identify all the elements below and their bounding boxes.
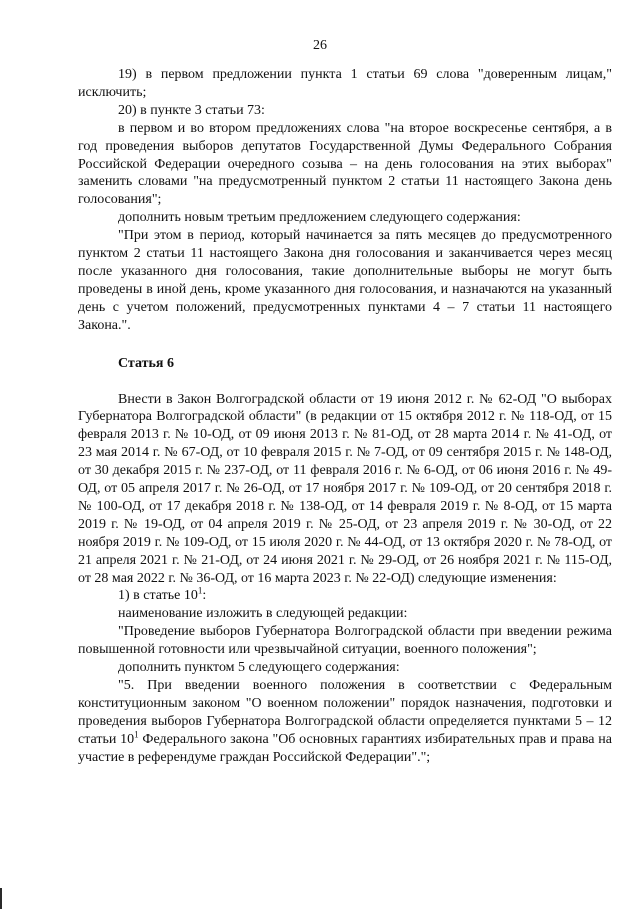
- paragraph-replace-words: в первом и во втором предложениях слова "на второе воскресенье сентября, а в год проведения выборов депутатов Государственной Думы Федерального Собрания Российской Федерации очередного созыва – на день голосования на этих выборах" заменить словами "на предусмотренный пунктом 2 статьи 11 настоящего Закона день голосования";: [78, 120, 612, 208]
- point-5-superscript: 1: [134, 729, 139, 740]
- paragraph-amendment-intro: Внести в Закон Волгоградской области от 19 июня 2012 г. № 62-ОД "О выборах Губернатора Волгоградской области" (в редакции от 15 октября 2012 г. № 118-ОД, от 15 февраля 2013 г. № 10-ОД, от 09 июня 2013 г. № 81-ОД, от 28 марта 2014 г. № 41-ОД, от 23 мая 2014 г. № 67-ОД, от 10 февраля 2015 г. № 7-ОД, от 09 сентября 2015 г. № 148-ОД, от 30 декабря 2015 г. № 237-ОД, от 11 февраля 2016 г. № 6-ОД, от 06 июня 2016 г. № 49-ОД, от 05 апреля 2017 г. № 26-ОД, от 17 ноября 2017 г. № 109-ОД, от 20 сентября 2018 г. № 100-ОД, от 17 декабря 2018 г. № 138-ОД, от 14 февраля 2019 г. № 8-ОД, от 15 марта 2019 г. № 19-ОД, от 04 апреля 2019 г. № 25-ОД, от 23 апреля 2019 г. № 30-ОД, от 22 ноября 2019 г. № 109-ОД, от 15 июля 2020 г. № 44-ОД, от 13 октября 2020 г. № 78-ОД, от 21 апреля 2021 г. № 21-ОД, от 24 июня 2021 г. № 29-ОД, от 26 ноября 2021 г. № 115-ОД, от 28 мая 2022 г. № 36-ОД, от 16 марта 2023 г. № 22-ОД) следующие изменения:: [78, 391, 612, 586]
- paragraph-new-title: "Проведение выборов Губернатора Волгоградской области при введении режима повышенной готовности или чрезвычайной ситуации, военного положения";: [78, 624, 612, 658]
- scan-edge-mark: [0, 888, 2, 909]
- document-body: [78, 66, 612, 767]
- paragraph-item-1: [78, 587, 612, 605]
- item-1-suffix: :: [202, 588, 207, 604]
- point-5-text-before: "5. При введении военного положения в соответствии с Федеральным конституционным законом "О военном положении" порядок назначения, подготовки и проведения выборов Губернатора Волгоградской области определяется пунктами 5 – 12 статьи 10: [78, 678, 612, 747]
- page-number: 26: [313, 38, 327, 53]
- paragraph-item-20: 20) в пункте 3 статьи 73:: [118, 102, 265, 118]
- item-1-superscript: 1: [197, 585, 203, 596]
- paragraph-add-sentence: дополнить новым третьим предложением следующего содержания:: [118, 210, 521, 226]
- paragraph-add-point-5: дополнить пунктом 5 следующего содержания:: [118, 660, 400, 676]
- article-heading: Статья 6: [118, 355, 174, 371]
- paragraph-quoted-sentence: "При этом в период, который начинается за пять месяцев до предусмотренного пунктом 2 статьи 11 настоящего Закона дня голосования и заканчивается через месяц после указанного дня голосования, такие дополнительные выборы не могут быть проведены в иной день, кроме указанного дня голосования, и назначаются на указанный день с учетом положений, предусмотренных пунктами 4 – 7 статьи 11 настоящего Закона.".: [78, 228, 612, 333]
- paragraph-title-edit: наименование изложить в следующей редакции:: [118, 606, 408, 622]
- paragraph-point-5: [78, 677, 612, 767]
- paragraph-item-19: 19) в первом предложении пункта 1 статьи 69 слова "доверенным лицам," исключить;: [78, 67, 612, 100]
- point-5-text-after: Федерального закона "Об основных гарантиях избирательных прав и права на участие в референдуме граждан Российской Федерации".";: [78, 731, 612, 765]
- item-1-text: 1) в статье 10: [118, 588, 198, 604]
